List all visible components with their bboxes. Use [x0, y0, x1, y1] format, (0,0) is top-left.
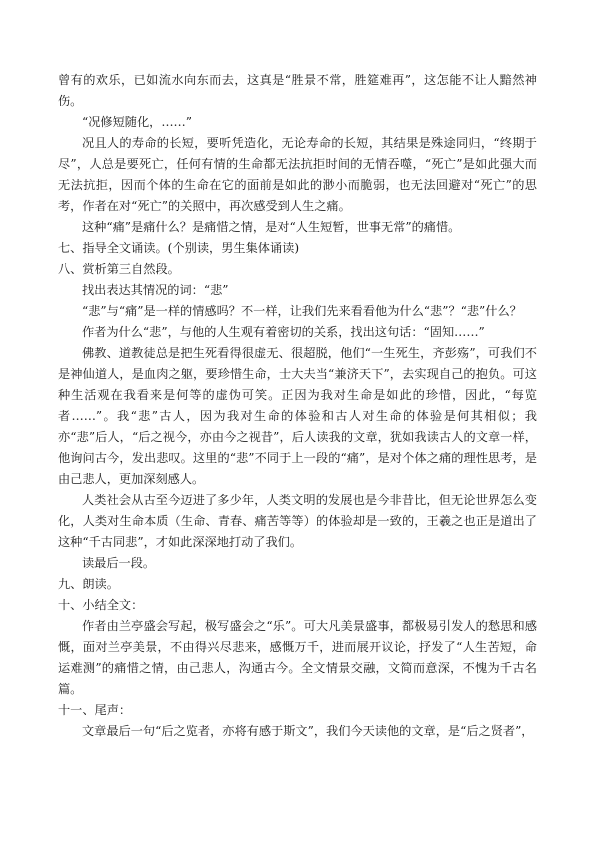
- paragraph: 佛教、道教徒总是把生死看得很虚无、很超脱，他们“一生死生，齐彭殇”，可我们不是神仙道人，是血肉之躯，要珍惜生命，士大夫当“兼济天下”，去实现自己的抱负。可这种生活观在我看来是何等的虚伪可笑。正因为我对生命是如此的珍惜，因此，“每览者……”。我“悲”古人，因为我对生命的体验和古人对生命的体验是何其相似；我亦“悲”后人，“后之视今，亦由今之视昔”，后人读我的文章，犹如我读古人的文章一样，他询问古今，发出悲叹。这里的“悲”不同于上一段的“痛”，是对个体之痛的理性思考，是由己悲人，更加深刻感人。: [58, 346, 537, 486]
- section-heading-11: 十一、尾声：: [58, 703, 132, 717]
- paragraph-continuation: 曾有的欢乐，已如流水向东而去，这真是“胜景不常，胜筵难再”，这怎能不让人黯然神伤。: [58, 73, 537, 108]
- paragraph: 况且人的寿命的长短，要听凭造化，无论寿命的长短，其结果是殊途同归，“终期于尽”，人总是要死亡，任何有情的生命都无法抗拒时间的无情吞噬，“死亡”是如此强大而无法抗拒，因而个体的生命在它的面前是如此的渺小而脆弱，也无法回避对“死亡”的思考，作者在对“死亡”的关照中，再次感受到人生之痛。: [58, 136, 537, 213]
- quote-line: “况修短随化，……”: [82, 115, 192, 129]
- paragraph: 作者由兰亭盛会写起，极写盛会之“乐”。可大凡美景盛事，都极易引发人的愁思和感慨，面对兰亭美景，不由得兴尽悲来，感慨万千，进而展开议论，抒发了“人生苦短，命运难测”的痛惜之情，由己悲人，沟通古今。全文情景交融，文简而意深，不愧为千古名篇。: [58, 619, 537, 696]
- section-heading-8: 八、赏析第三自然段。: [58, 262, 180, 276]
- paragraph: 找出表达其情况的词：“悲”: [82, 283, 229, 297]
- section-heading-9: 九、朗读。: [58, 577, 119, 591]
- section-heading-7: 七、指导全文诵读。(个别读，男生集体诵读): [58, 241, 300, 255]
- paragraph: 作者为什么“悲”，与他的人生观有着密切的关系，找出这句话：“固知……”: [82, 325, 485, 339]
- section-heading-10: 十、小结全文：: [58, 598, 144, 612]
- paragraph: 读最后一段。: [82, 556, 156, 570]
- paragraph: 人类社会从古至今迈进了多少年，人类文明的发展也是今非昔比，但无论世界怎么变化，人类对生命本质（生命、青春、痛苦等等）的体验却是一致的，王羲之也正是道出了这种“千古同悲”，才如此深深地打动了我们。: [58, 493, 537, 549]
- paragraph: “悲”与“痛”是一样的情感吗？不一样，让我们先来看看他为什么“悲”？“悲”什么？: [82, 304, 522, 318]
- paragraph: 这种“痛”是痛什么？是痛惜之情，是对“人生短暂，世事无常”的痛惜。: [82, 220, 461, 234]
- paragraph: 文章最后一句“后之览者，亦将有感于斯文”，我们今天读他的文章，是“后之贤者”，: [82, 724, 534, 738]
